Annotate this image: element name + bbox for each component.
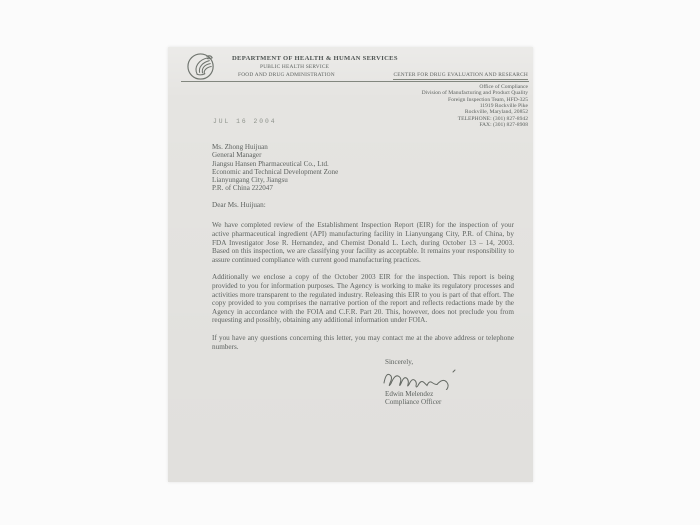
- administration-name: FOOD AND DRUG ADMINISTRATION: [238, 71, 335, 78]
- body-paragraph-1: We have completed review of the Establishment Inspection Report (EIR) for the inspection of your active pharmaceutical ingredient (API) manufacturing facility in Lianyungang City, P.R. of China, by FDA Investigator Jose R. Hernandez, and Chemist Donald L. Lech, during October 13 – 14, 2003. Based on this inspection, we are classifying your facility as acceptable. It remains your responsibility to assure continued compliance with current good manufacturing practices.: [212, 221, 514, 264]
- recipient-line: P.R. of China 222047: [212, 184, 273, 193]
- contact-numbers: [458, 116, 528, 129]
- telephone-line: TELEPHONE: (301) 827-8942: [457, 116, 528, 122]
- date-stamp: JUL 16 2004: [213, 118, 277, 125]
- recipient-line: Ms. Zhong Huijuan: [212, 143, 268, 151]
- handwritten-signature: [381, 368, 465, 390]
- recipient-line: Jiangsu Hansen Pharmaceutical Co., Ltd.: [212, 159, 329, 168]
- fax-line: FAX: (301) 827-8908: [479, 122, 528, 129]
- recipient-line: General Manager: [212, 151, 262, 160]
- letterhead-rule: [181, 81, 529, 82]
- recipient-line: Economic and Technical Development Zone: [212, 167, 339, 176]
- signer-title: Compliance Officer: [385, 398, 442, 407]
- recipient-address: [212, 143, 514, 193]
- signature-block: [385, 358, 514, 407]
- recipient-line: Lianyungang City, Jiangsu: [212, 176, 288, 185]
- office-line: Office of Compliance: [479, 84, 528, 90]
- office-address-block: [422, 84, 528, 115]
- letter-paper: [168, 47, 533, 482]
- signer-name: Edwin Melendez: [385, 389, 434, 398]
- letterhead: [168, 47, 533, 129]
- office-line: Foreign Inspection Team, HFD-325: [448, 96, 528, 103]
- service-name: PUBLIC HEALTH SERVICE: [260, 63, 330, 70]
- office-line: Division of Manufacturing and Product Quality: [421, 90, 528, 97]
- office-line: 11919 Rockville Pike: [479, 102, 528, 109]
- body-paragraph-3: If you have any questions concerning this letter, you may contact me at the above address or telephone numbers.: [212, 333, 514, 351]
- agency-name: DEPARTMENT OF HEALTH & HUMAN SERVICES: [232, 55, 398, 62]
- body-paragraph-2: Additionally we enclose a copy of the October 2003 EIR for the inspection. This report is being provided to you for information purposes. The Agency is working to make its regulatory processes and activities more transparent to the regulated industry. Releasing this EIR to you is part of that effort. The copy provided to you comprises the narrative portion of the report and reflects redactions made by the Agency in accordance with the FOIA and C.F.R. Part 20. This, however, does not preclude you from requesting and possibly, obtaining any additional information under FOIA.: [212, 273, 514, 325]
- valediction: Sincerely,: [385, 358, 414, 367]
- office-line: Rockville, Maryland, 20852: [464, 109, 528, 116]
- hhs-eagle-icon: [185, 51, 219, 82]
- center-name: CENTER FOR DRUG EVALUATION AND RESEARCH: [393, 71, 528, 78]
- letter-body: [168, 143, 533, 407]
- salutation: Dear Ms. Huijuan:: [212, 200, 266, 209]
